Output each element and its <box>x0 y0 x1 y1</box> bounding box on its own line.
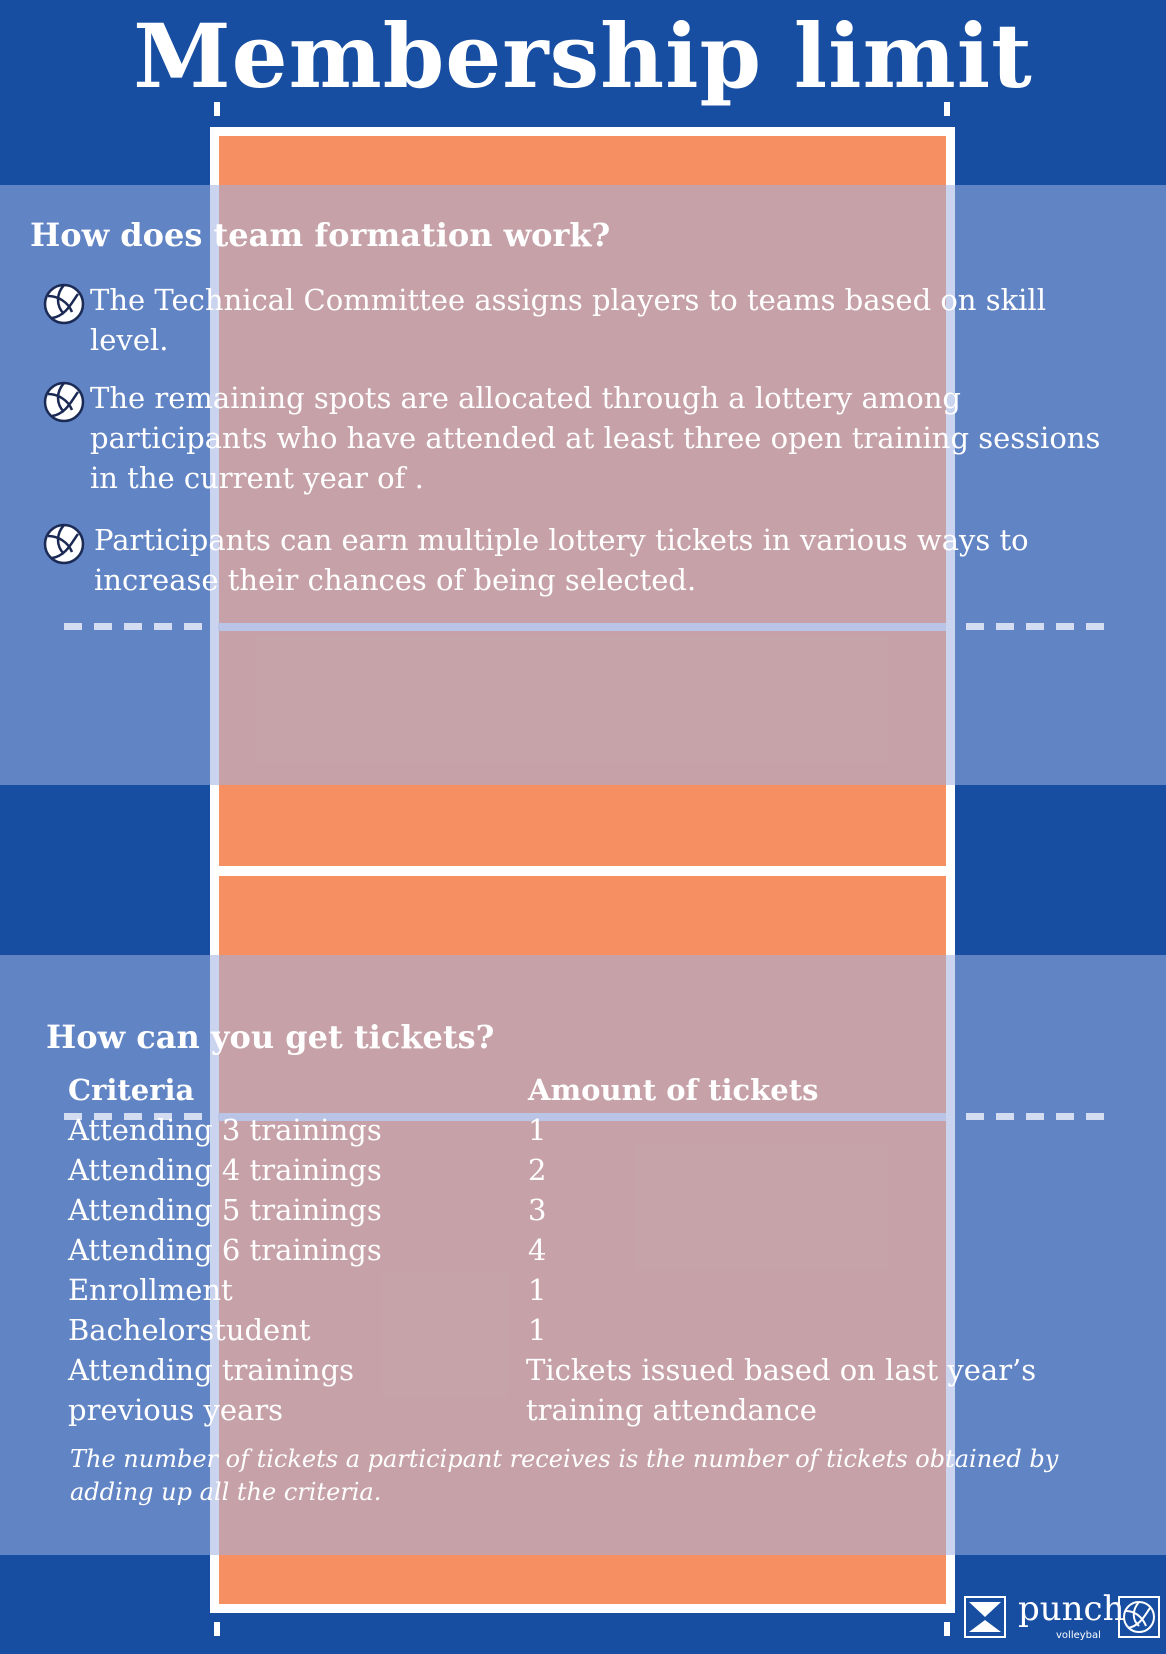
court-line-bottom <box>210 1604 954 1613</box>
tickets-table <box>68 1070 1066 1430</box>
volleyball-icon <box>42 282 86 326</box>
dash <box>1026 623 1044 630</box>
bullet-text: Participants can earn multiple lottery tickets in various ways to increase their chances of being selected. <box>94 523 1029 597</box>
criteria-cell: Attending 3 trainings <box>68 1113 382 1147</box>
dash <box>64 623 82 630</box>
criteria-cell: Bachelorstudent <box>68 1313 311 1347</box>
criteria-cell: Attending trainings previous years <box>68 1353 355 1427</box>
dash <box>94 623 112 630</box>
bullet-item <box>42 520 1132 600</box>
section-heading-team-formation: How does team formation work? <box>30 216 611 254</box>
table-row <box>68 1190 1066 1230</box>
bullet-item <box>42 280 1132 360</box>
criteria-cell: Enrollment <box>68 1273 233 1307</box>
criteria-cell: Attending 6 trainings <box>68 1233 382 1267</box>
punch-logo-text: punch <box>1018 1589 1125 1629</box>
table-row <box>68 1230 1066 1270</box>
table-row <box>68 1150 1066 1190</box>
dash <box>1086 1113 1104 1120</box>
amount-cell: 3 <box>528 1193 547 1227</box>
punch-logo-subtext: volleybal <box>1056 1630 1101 1641</box>
table-row <box>68 1310 1066 1350</box>
court-line-top <box>210 127 954 136</box>
dash <box>184 623 202 630</box>
court-tick <box>944 1622 950 1636</box>
dash <box>124 623 142 630</box>
section-heading-tickets: How can you get tickets? <box>46 1018 495 1056</box>
dash <box>966 623 984 630</box>
volleyball-icon <box>42 522 86 566</box>
bullet-text: The Technical Committee assigns players to teams based on skill level. <box>90 283 1046 357</box>
criteria-cell: Attending 4 trainings <box>68 1153 382 1187</box>
dash <box>1086 623 1104 630</box>
amount-cell: 2 <box>528 1153 547 1187</box>
amount-cell: 1 <box>528 1273 547 1307</box>
table-header-row <box>68 1070 1066 1110</box>
table-row <box>68 1110 1066 1150</box>
court-tick <box>214 1622 220 1636</box>
bullet-text: The remaining spots are allocated through a lottery among participants who have attended at least three open training sessions in the current year of . <box>90 381 1101 495</box>
hourglass-logo-icon <box>964 1596 1006 1638</box>
attack-line-top <box>218 623 946 631</box>
volleyball-icon <box>42 380 86 424</box>
amount-cell: 4 <box>528 1233 547 1267</box>
dash <box>1056 623 1074 630</box>
criteria-cell: Attending 5 trainings <box>68 1193 382 1227</box>
column-header-criteria: Criteria <box>68 1073 195 1107</box>
amount-cell: 1 <box>528 1113 547 1147</box>
bullet-item <box>42 378 1132 498</box>
dash <box>996 623 1014 630</box>
amount-cell: 1 <box>528 1313 547 1347</box>
volleyball-icon <box>1118 1596 1160 1638</box>
page-title: Membership limit <box>133 4 1033 108</box>
dash <box>154 623 172 630</box>
table-row <box>68 1350 1066 1430</box>
amount-cell: Tickets issued based on last year’s training attendance <box>526 1353 1037 1427</box>
column-header-amount: Amount of tickets <box>528 1073 819 1107</box>
table-row <box>68 1270 1066 1310</box>
court-line-center <box>210 866 954 876</box>
tickets-note: The number of tickets a participant receives is the number of tickets obtained by adding up all the criteria. <box>70 1445 1059 1506</box>
